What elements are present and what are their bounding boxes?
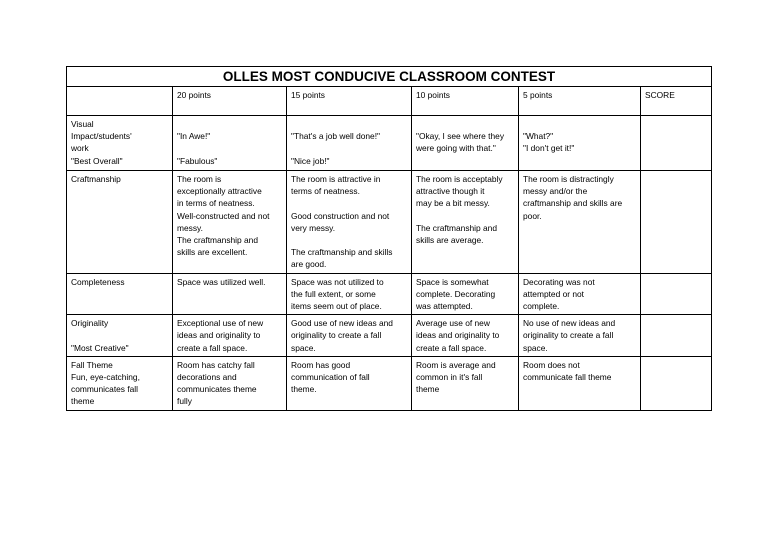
cell-text-line: Good construction and not <box>291 210 390 221</box>
cell-text-line: Space was not utilized to <box>291 276 384 287</box>
cell-text-line: Decorating was not <box>523 276 595 287</box>
cell-text-line: Room is average and <box>416 359 496 370</box>
cell-text-line: very messy. <box>291 222 336 233</box>
header-15-points: 15 points <box>287 87 412 116</box>
cell-text-line: Exceptional use of new <box>177 318 264 329</box>
cell-text-line: communicate fall theme <box>523 372 612 383</box>
cell-text-line: decorations and <box>177 372 237 383</box>
cell-text-line: messy and/or the <box>523 186 588 197</box>
cell-text-line: Room does not <box>523 359 580 370</box>
cell-text-line: in terms of neatness. <box>177 198 255 209</box>
cell-text-line: The craftmanship and <box>177 235 259 246</box>
cell-text-line: are good. <box>291 259 327 270</box>
row-fall-theme <box>67 356 712 410</box>
cell-text-line: The craftmanship and <box>416 222 498 233</box>
page-title: OLLES MOST CONDUCIVE CLASSROOM CONTEST <box>67 67 712 87</box>
cell-text-line: exceptionally attractive <box>177 186 262 197</box>
cell-text-line: fully <box>177 396 192 407</box>
cell-text-line: were going with that." <box>416 143 496 154</box>
cell-text-line: space. <box>291 342 316 353</box>
row-craftmanship <box>67 171 712 274</box>
cell-text-line: Space was utilized well. <box>177 276 266 287</box>
header-criteria <box>67 87 173 116</box>
row-visual-impact <box>67 116 712 171</box>
cell-text-line: "Fabulous" <box>177 155 218 166</box>
cell-text-line: create a fall space. <box>416 342 487 353</box>
cell-text-line: "Best Overall" <box>71 155 123 166</box>
criterion-label <box>67 315 173 357</box>
cell-score <box>641 356 712 410</box>
cell-score <box>641 315 712 357</box>
cell-text-line: skills are excellent. <box>177 247 248 258</box>
cell-text-line: theme. <box>291 384 317 395</box>
cell-text-line: communicates theme <box>177 384 257 395</box>
cell-15-points <box>287 171 412 274</box>
cell-text-line: originality to create a fall <box>291 330 382 341</box>
cell-5-points <box>519 171 641 274</box>
header-10-points: 10 points <box>412 87 519 116</box>
cell-text-line: communication of fall <box>291 372 370 383</box>
cell-text-line: "I don't get it!" <box>523 143 575 154</box>
cell-15-points <box>287 273 412 315</box>
cell-text-line: "Most Creative" <box>71 342 129 353</box>
cell-5-points <box>519 273 641 315</box>
cell-text-line: complete. Decorating <box>416 288 496 299</box>
cell-text-line: complete. <box>523 301 560 311</box>
cell-text-line: theme <box>416 384 440 395</box>
cell-15-points <box>287 116 412 171</box>
cell-20-points <box>173 171 287 274</box>
cell-text-line: communicates fall <box>71 384 139 395</box>
criterion-label <box>67 116 173 171</box>
cell-text-line: The room is acceptably <box>416 174 503 184</box>
cell-text-line: "That's a job well done!" <box>291 131 381 142</box>
cell-text-line: Room has catchy fall <box>177 359 255 370</box>
cell-text-line: Space is somewhat <box>416 276 489 287</box>
header-row <box>67 87 712 116</box>
cell-20-points <box>173 116 287 171</box>
cell-text-line: ideas and originality to <box>177 330 261 341</box>
header-score: SCORE <box>641 87 712 116</box>
cell-text-line: Originality <box>71 318 109 329</box>
cell-text-line: theme <box>71 396 95 407</box>
cell-text-line: space. <box>523 342 548 353</box>
cell-score <box>641 171 712 274</box>
cell-text-line: may be a bit messy. <box>416 198 490 209</box>
cell-text-line: No use of new ideas and <box>523 318 616 329</box>
cell-text-line: poor. <box>523 210 542 221</box>
cell-score <box>641 116 712 171</box>
cell-text-line: Room has good <box>291 359 351 370</box>
cell-score <box>641 273 712 315</box>
cell-20-points <box>173 273 287 315</box>
row-completeness <box>67 273 712 315</box>
cell-text-line: The room is distractingly <box>523 174 614 184</box>
cell-text-line: messy. <box>177 222 203 233</box>
cell-text-line: Impact/students' <box>71 131 132 142</box>
cell-text-line: the full extent, or some <box>291 288 376 299</box>
cell-text-line: terms of neatness. <box>291 186 360 197</box>
header-5-points: 5 points <box>519 87 641 116</box>
cell-text-line: Average use of new <box>416 318 490 329</box>
cell-text-line: "In Awe!" <box>177 131 211 142</box>
cell-text-line: attractive though it <box>416 186 485 197</box>
cell-text-line: Well-constructed and not <box>177 210 270 221</box>
cell-text-line: items seem out of place. <box>291 301 382 311</box>
cell-text-line: skills are average. <box>416 235 484 245</box>
cell-text-line: The room is <box>177 174 222 184</box>
cell-15-points <box>287 356 412 410</box>
cell-15-points <box>287 315 412 357</box>
cell-20-points <box>173 356 287 410</box>
cell-text-line: Visual <box>71 119 94 129</box>
cell-text-line: Completeness <box>71 276 125 287</box>
cell-text-line: Fall Theme <box>71 359 113 370</box>
cell-10-points <box>412 356 519 410</box>
cell-text-line: common in it's fall <box>416 372 483 383</box>
cell-10-points <box>412 171 519 274</box>
title-row <box>67 67 712 87</box>
cell-5-points <box>519 356 641 410</box>
rubric-table <box>66 66 712 411</box>
cell-text-line: create a fall space. <box>177 342 248 353</box>
cell-text-line: Fun, eye-catching, <box>71 372 140 383</box>
cell-text-line: The room is attractive in <box>291 174 381 184</box>
cell-5-points <box>519 315 641 357</box>
criterion-label <box>67 273 173 315</box>
cell-10-points <box>412 315 519 357</box>
cell-text-line: Craftmanship <box>71 174 121 184</box>
cell-text-line: originality to create a fall <box>523 330 614 341</box>
cell-5-points <box>519 116 641 171</box>
cell-20-points <box>173 315 287 357</box>
header-20-points: 20 points <box>173 87 287 116</box>
cell-text-line: "Nice job!" <box>291 155 330 166</box>
cell-text-line: "Okay, I see where they <box>416 131 505 142</box>
cell-text-line: work <box>71 143 89 154</box>
criterion-label <box>67 171 173 274</box>
cell-10-points <box>412 116 519 171</box>
criterion-label <box>67 356 173 410</box>
cell-text-line: "What?" <box>523 131 554 142</box>
cell-text-line: was attempted. <box>416 301 473 311</box>
cell-10-points <box>412 273 519 315</box>
cell-text-line: ideas and originality to <box>416 330 500 341</box>
cell-text-line: attempted or not <box>523 288 584 299</box>
cell-text-line: The craftmanship and skills <box>291 247 393 258</box>
cell-text-line: Good use of new ideas and <box>291 318 393 329</box>
row-originality <box>67 315 712 357</box>
cell-text-line: craftmanship and skills are <box>523 198 623 209</box>
